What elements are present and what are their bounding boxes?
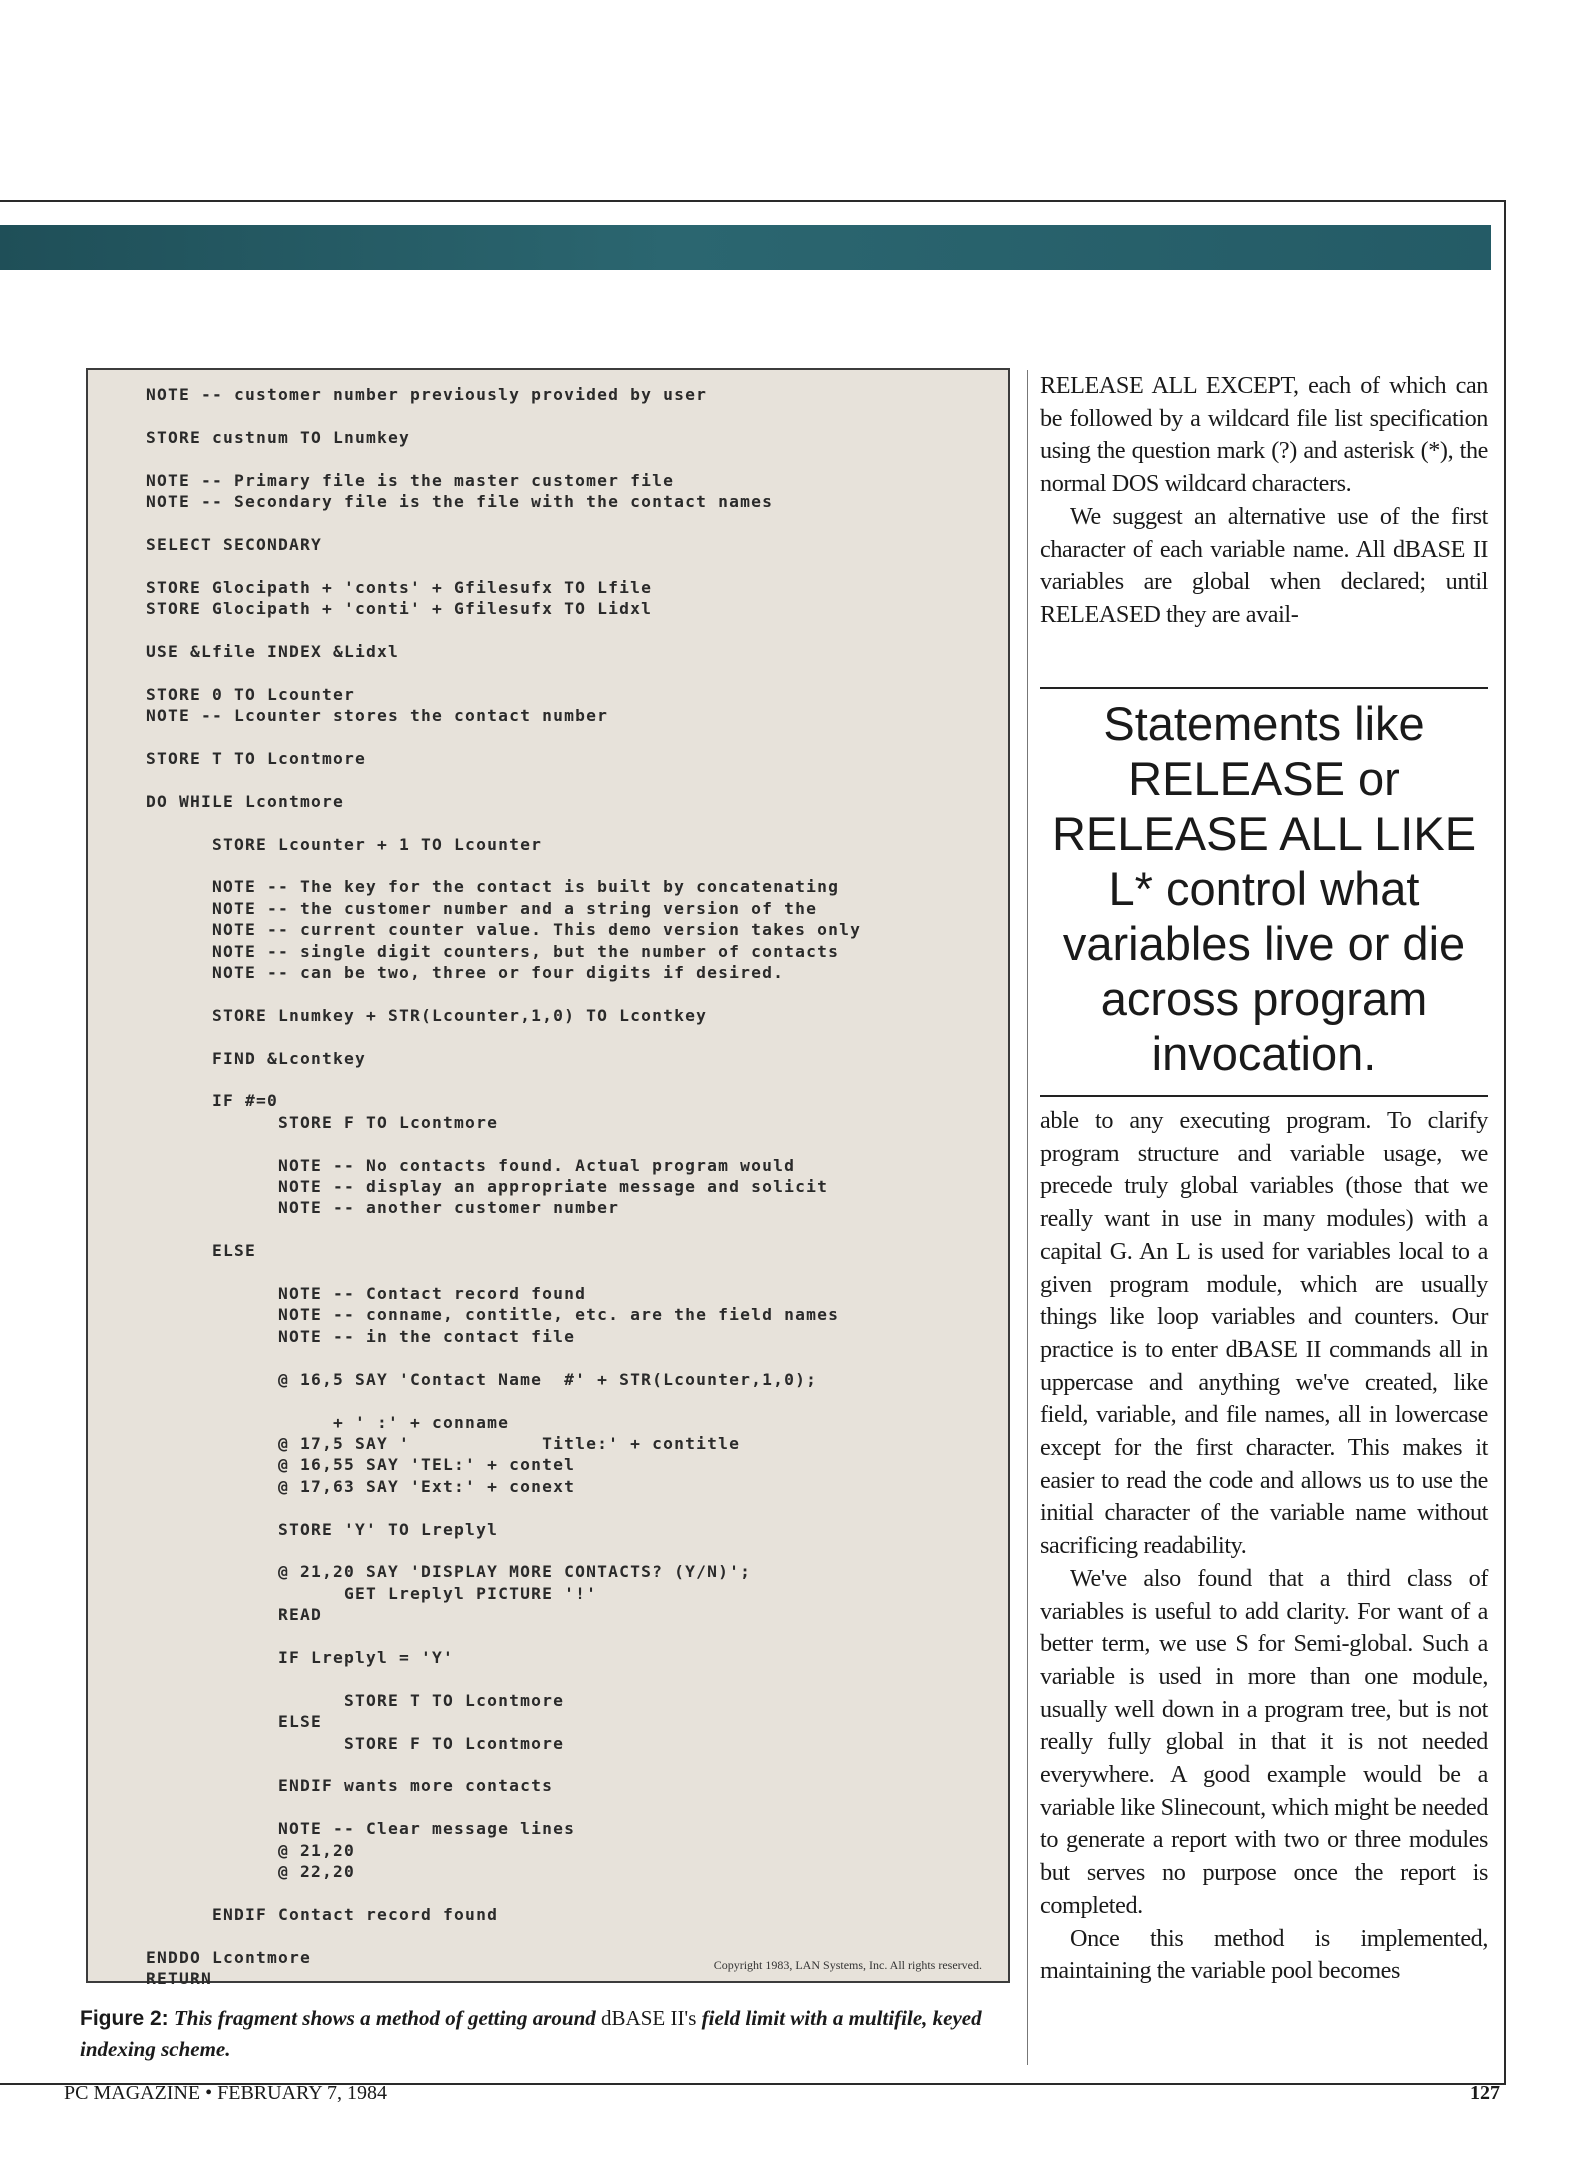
- code-line: NOTE -- Secondary file is the file with the contact names: [146, 492, 774, 512]
- code-line: NOTE -- Primary file is the master customer file: [146, 470, 675, 490]
- figure-label: Figure 2:: [80, 2007, 169, 2030]
- pullquote-rule-bottom: [1040, 1095, 1488, 1097]
- page-number: 127: [1470, 2082, 1500, 2104]
- code-line: NOTE -- No contacts found. Actual program would: [146, 1155, 796, 1175]
- code-line: STORE Glocipath + 'conts' + Gfilesufx TO Lfile: [146, 577, 653, 597]
- code-line: @ 22,20: [146, 1862, 356, 1882]
- code-line: IF #=0: [146, 1091, 279, 1111]
- figure-caption: [80, 2003, 1010, 2065]
- code-line: @ 16,55 SAY 'TEL:' + contel: [146, 1455, 576, 1475]
- paragraph: We suggest an alternative use of the first character of each variable name. All dBASE II variables are global when declared; until RELEASED they are avail-: [1040, 502, 1488, 628]
- code-line: NOTE -- can be two, three or four digits if desired.: [146, 962, 785, 982]
- code-line: @ 17,5 SAY ' Title:' + contitle: [146, 1433, 741, 1453]
- code-line: STORE F TO Lcontmore: [146, 1112, 499, 1132]
- code-line: NOTE -- Contact record found: [146, 1284, 587, 1304]
- code-line: NOTE -- customer number previously provided by user: [146, 385, 708, 404]
- code-listing: [146, 384, 861, 1989]
- code-line: STORE Lcounter + 1 TO Lcounter: [146, 834, 543, 854]
- code-line: SELECT SECONDARY: [146, 534, 323, 554]
- code-line: ELSE: [146, 1241, 257, 1261]
- column-divider: [1027, 370, 1028, 2065]
- code-line: STORE Glocipath + 'conti' + Gfilesufx TO Lidxl: [146, 599, 653, 619]
- pullquote: Statements like RELEASE or RELEASE ALL LIKE L* control what variables live or die across program invocation.: [1051, 697, 1477, 1080]
- code-line: @ 21,20: [146, 1840, 356, 1860]
- code-line: STORE 'Y' TO Lreplyl: [146, 1519, 499, 1539]
- code-line: NOTE -- the customer number and a string version of the: [146, 898, 818, 918]
- code-line: READ: [146, 1605, 323, 1625]
- paragraph: able to any executing program. To clarify program structure and variable usage, we precede truly global variables (those that we really want in use in many modules) with a capital G. An L is used for variables local to a given program module, which are usually things like loop variables and counters. Our practice is to enter dBASE II commands all in uppercase and anything we've created, like field, variable, and file names, all in lowercase except for the first character. This makes it easier to read the code and allows us to use the initial character of the variable name without sacrificing readability.: [1040, 1107, 1488, 1560]
- paragraph: RELEASE ALL EXCEPT, each of which can be followed by a wildcard file list specification using the question mark (?) and asterisk (*), the normal DOS wildcard characters.: [1040, 372, 1488, 498]
- caption-text-b: field limit with a multifile, keyed indexing scheme.: [80, 2006, 982, 2061]
- code-line: @ 17,63 SAY 'Ext:' + conext: [146, 1476, 576, 1496]
- header-color-bar: [0, 225, 1491, 270]
- code-line: NOTE -- conname, contitle, etc. are the field names: [146, 1305, 840, 1325]
- code-line: GET Lreplyl PICTURE '!': [146, 1583, 598, 1603]
- pullquote-rule-top: [1040, 687, 1488, 689]
- footer-publication: PC MAGAZINE • FEBRUARY 7, 1984: [64, 2082, 387, 2104]
- paragraph: Once this method is implemented, maintaining the variable pool becomes: [1040, 1924, 1488, 1985]
- code-line: NOTE -- The key for the contact is built by concatenating: [146, 877, 840, 897]
- code-line: NOTE -- Clear message lines: [146, 1819, 576, 1839]
- code-line: @ 16,5 SAY 'Contact Name #' + STR(Lcounter,1,0);: [146, 1369, 818, 1389]
- code-line: STORE custnum TO Lnumkey: [146, 427, 411, 447]
- code-line: STORE 0 TO Lcounter: [146, 684, 356, 704]
- code-line: + ' :' + conname: [146, 1412, 510, 1432]
- code-line: IF Lreplyl = 'Y': [146, 1647, 455, 1667]
- code-line: RETURN: [146, 1969, 213, 1989]
- code-line: ENDIF Contact record found: [146, 1904, 499, 1924]
- code-line: STORE Lnumkey + STR(Lcounter,1,0) TO Lcontkey: [146, 1005, 708, 1025]
- paragraph: We've also found that a third class of variables is useful to add clarity. For want of a better term, we use S for Semi-global. Such a variable is used in more than one module, usually well down in a program tree, but is not really fully global in that it is not needed everywhere. A good example would be a variable like Slinecount, which might be needed to generate a report with two or three modules but serves no purpose once the report is completed.: [1040, 1564, 1489, 1919]
- code-line: NOTE -- another customer number: [146, 1198, 620, 1218]
- caption-text-a: This fragment shows a method of getting around: [173, 2006, 596, 2030]
- code-line: NOTE -- in the contact file: [146, 1326, 576, 1346]
- code-line: NOTE -- single digit counters, but the number of contacts: [146, 941, 840, 961]
- code-line: DO WHILE Lcontmore: [146, 791, 345, 811]
- code-listing-box: [86, 368, 1010, 1989]
- code-line: @ 21,20 SAY 'DISPLAY MORE CONTACTS? (Y/N)';: [146, 1562, 752, 1582]
- code-line: STORE T TO Lcontmore: [146, 1690, 565, 1710]
- code-line: ENDIF wants more contacts: [146, 1776, 554, 1796]
- code-line: USE &Lfile INDEX &Lidxl: [146, 641, 400, 661]
- caption-brand: dBASE II's: [601, 2006, 697, 2030]
- code-line: STORE F TO Lcontmore: [146, 1733, 565, 1753]
- code-line: STORE T TO Lcontmore: [146, 748, 367, 768]
- code-line: NOTE -- current counter value. This demo version takes only: [146, 920, 862, 940]
- code-line: ENDDO Lcontmore: [146, 1947, 312, 1967]
- code-line: ELSE: [146, 1712, 323, 1732]
- code-line: FIND &Lcontkey: [146, 1048, 367, 1068]
- article-column-bottom: [1040, 1105, 1488, 1988]
- code-line: NOTE -- Lcounter stores the contact number: [146, 706, 609, 726]
- article-column-top: [1040, 370, 1488, 632]
- copyright-notice: Copyright 1983, LAN Systems, Inc. All rights reserved.: [713, 1958, 982, 1972]
- code-line: NOTE -- display an appropriate message and solicit: [146, 1177, 829, 1197]
